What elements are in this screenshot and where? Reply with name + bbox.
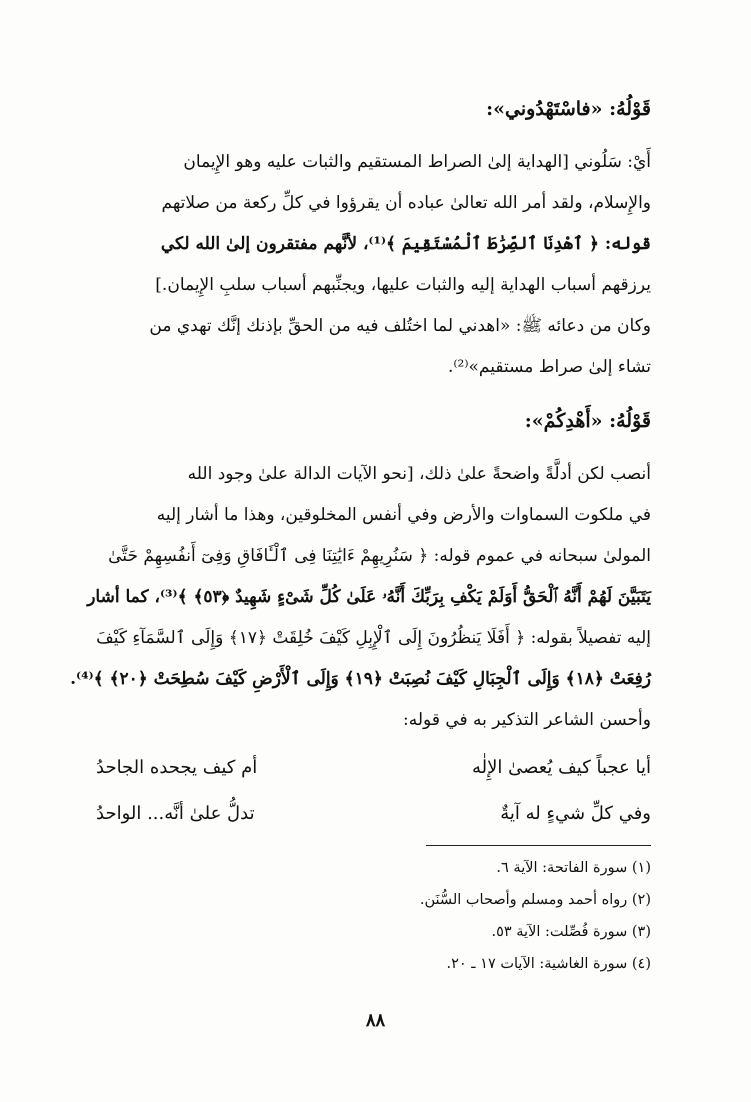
heading-ahdikum: قَوْلُهُ: «أَهْدِكُمْ»: bbox=[524, 410, 651, 432]
footnote: (٣) سورة فُصِّلت: الآية ٥٣. bbox=[491, 924, 651, 940]
page-number: ٨٨ bbox=[365, 1010, 386, 1031]
footnote: (٢) رواه أحمد ومسلم وأصحاب السُّنَن. bbox=[419, 892, 651, 908]
paragraph-signs bbox=[70, 454, 651, 700]
paragraph-guidance bbox=[96, 142, 651, 388]
text-line: في ملكوت السماوات والأرض وفي أنفس المخلوقين، وهذا ما أشار إليه bbox=[156, 505, 651, 525]
poem-second-hemistich: تدلُّ علىٰ أنَّه... الواحدُ bbox=[96, 803, 255, 824]
poem-verse bbox=[96, 791, 651, 837]
text-line: رُفِعَتْ ﴿١٨﴾ وَإِلَى ٱلْجِبَالِ كَيْفَ نُصِبَتْ ﴿١٩﴾ وَإِلَى ٱلْأَرْضِ كَيْفَ سُطِحَتْ ﴿٢٠﴾ ﴾⁽⁴⁾. bbox=[70, 669, 651, 689]
footnotes bbox=[251, 852, 651, 980]
footnote-divider bbox=[426, 845, 651, 846]
poem-first-hemistich: وفي كلِّ شيءٍ له آيةٌ bbox=[500, 803, 651, 824]
text-line: أنصب لكن أدلَّةً واضحةً علىٰ ذلك، [نحو الآيات الدالة علىٰ وجود الله bbox=[187, 464, 651, 484]
poem-first-hemistich: أيا عجباً كيف يُعصىٰ الإِلٰه bbox=[472, 757, 651, 778]
poem-verse bbox=[96, 745, 651, 791]
text-line: والإِسلام، ولقد أمر الله تعالىٰ عباده أن يقرؤوا في كلِّ ركعة من صلاتهم bbox=[161, 193, 651, 213]
text-line: قوله: ﴿ ٱهْدِنَا ٱلصِّرَٰطَ ٱلْمُسْتَقِيمَ ﴾⁽¹⁾، لأنَّهم مفتقرون إلىٰ الله لكي bbox=[160, 234, 651, 254]
text-line: إليه تفصيلاً بقوله: ﴿ أَفَلَا يَنظُرُونَ إِلَى ٱلْإِبِلِ كَيْفَ خُلِقَتْ ﴿١٧﴾ وَإِلَى ٱلسَّمَآءِ كَيْفَ bbox=[96, 628, 651, 648]
footnote: (١) سورة الفاتحة: الآية ٦. bbox=[496, 860, 651, 876]
paragraph-poet-intro bbox=[96, 700, 651, 741]
text-line: وكان من دعائه ﷺ: «اهدني لما اختُلف فيه من الحقِّ بإذنك إنَّك تهدي من bbox=[149, 316, 651, 336]
text-line: المولىٰ سبحانه في عموم قوله: ﴿ سَنُرِيهِمْ ءَايَٰتِنَا فِى ٱلْـَٔافَاقِ وَفِىٓ أَنفُسِهِمْ حَتَّىٰ bbox=[108, 546, 651, 566]
footnote: (٤) سورة الغاشية: الآيات ١٧ ـ ٢٠. bbox=[446, 956, 651, 972]
text-line: يرزقهم أسباب الهداية إليه والثبات عليها، ويجنِّبهم أسباب سلبِ الإِيمان.] bbox=[155, 275, 651, 295]
text-line: يَتَبَيَّنَ لَهُمْ أَنَّهُ ٱلْحَقُّ أَوَلَمْ يَكْفِ بِرَبِّكَ أَنَّهُۥ عَلَىٰ كُلِّ شَىْءٍ شَهِيدٌ ﴿٥٣﴾ ﴾⁽³⁾، كما أشار bbox=[87, 587, 651, 607]
text-line: تشاء إلىٰ صراط مستقيم»⁽²⁾. bbox=[447, 357, 651, 377]
text-line: أَيْ: سَلُوني [الهداية إلىٰ الصراط المستقيم والثبات عليه وهو الإِيمان bbox=[183, 152, 651, 172]
poem bbox=[96, 745, 651, 837]
text-line: وأحسن الشاعر التذكير به في قوله: bbox=[403, 710, 651, 730]
poem-second-hemistich: أم كيف يجحده الجاحدُ bbox=[96, 757, 258, 778]
heading-fastahduni: قَوْلُهُ: «فاسْتَهْدُوني»: bbox=[486, 98, 651, 120]
